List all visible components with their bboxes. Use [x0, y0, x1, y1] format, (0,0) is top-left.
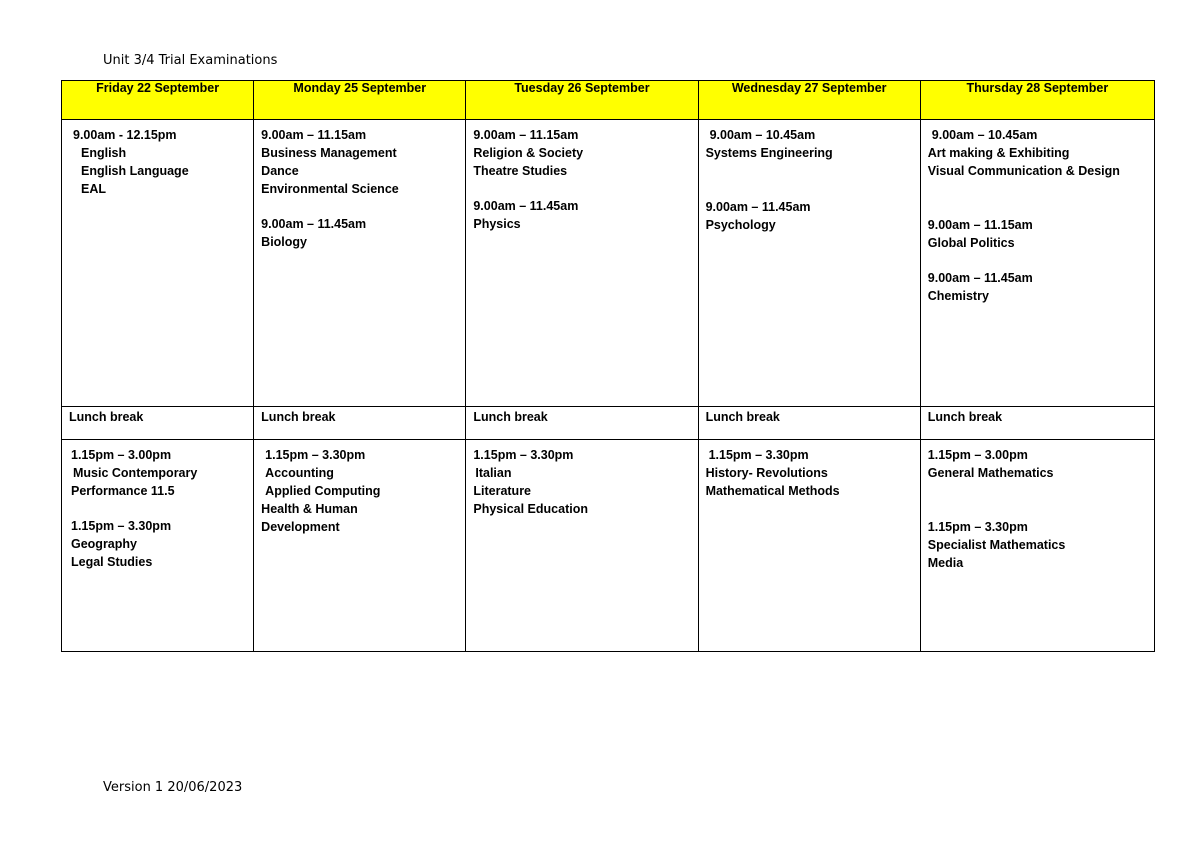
exam-subject: Psychology — [705, 218, 776, 232]
exam-time: 1.15pm – 3.30pm — [265, 448, 366, 462]
exam-subject: Global Politics — [927, 236, 1015, 250]
lunch-label: Lunch break — [261, 410, 336, 424]
lunch-cell-wednesday — [698, 407, 920, 440]
exam-subject: Environmental Science — [261, 182, 399, 196]
exam-subject: General Mathematics — [927, 466, 1054, 480]
document-title: Unit 3/4 Trial Examinations — [103, 53, 278, 68]
exam-subject: Theatre Studies — [473, 164, 568, 178]
exam-time: 1.15pm – 3.00pm — [71, 448, 172, 462]
exam-subject: Applied Computing — [265, 484, 381, 498]
morning-cell-tuesday — [466, 120, 698, 407]
lunch-label: Lunch break — [705, 410, 780, 424]
exam-subject: Performance 11.5 — [71, 484, 175, 498]
exam-time: 9.00am - 12.15pm — [73, 128, 177, 142]
exam-subject: Development — [261, 520, 340, 534]
exam-subject: Health & Human — [261, 502, 358, 516]
day-header-row — [62, 81, 1155, 120]
morning-cell-wednesday — [698, 120, 920, 407]
lunch-label: Lunch break — [69, 410, 144, 424]
exam-time: 1.15pm – 3.00pm — [927, 448, 1028, 462]
lunch-row — [62, 407, 1155, 440]
morning-cell-thursday — [920, 120, 1154, 407]
exam-subject: Media — [927, 556, 964, 570]
day-header-wednesday: Wednesday 27 September — [698, 81, 920, 120]
exam-time: 1.15pm – 3.30pm — [71, 519, 172, 533]
exam-time: 9.00am – 11.45am — [261, 217, 367, 231]
exam-subject: English — [81, 146, 127, 160]
exam-time: 9.00am – 11.45am — [473, 199, 579, 213]
exam-subject: Visual Communication & Design — [927, 164, 1120, 178]
morning-cell-friday — [62, 120, 254, 407]
exam-subject: Legal Studies — [71, 555, 153, 569]
morning-cell-monday — [254, 120, 466, 407]
exam-subject: Italian — [475, 466, 512, 480]
exam-subject: Chemistry — [927, 289, 989, 303]
exam-subject: Biology — [261, 235, 308, 249]
exam-subject: History- Revolutions — [705, 466, 828, 480]
exam-schedule-table — [61, 80, 1155, 652]
exam-time: 1.15pm – 3.30pm — [708, 448, 809, 462]
exam-time: 9.00am – 11.15am — [473, 128, 579, 142]
exam-time: 9.00am – 11.15am — [927, 218, 1033, 232]
exam-subject: Mathematical Methods — [705, 484, 840, 498]
exam-time: 1.15pm – 3.30pm — [473, 448, 574, 462]
day-header-monday: Monday 25 September — [254, 81, 466, 120]
exam-subject: Art making & Exhibiting — [927, 146, 1070, 160]
lunch-cell-thursday — [920, 407, 1154, 440]
exam-subject: Music Contemporary — [73, 466, 198, 480]
exam-subject: Literature — [473, 484, 532, 498]
lunch-label: Lunch break — [473, 410, 548, 424]
day-header-thursday: Thursday 28 September — [920, 81, 1154, 120]
afternoon-cell-friday — [62, 440, 254, 652]
exam-time: 9.00am – 11.15am — [261, 128, 367, 142]
exam-subject: Religion & Society — [473, 146, 584, 160]
exam-subject: Geography — [71, 537, 137, 551]
exam-time: 9.00am – 11.45am — [705, 200, 811, 214]
lunch-cell-friday — [62, 407, 254, 440]
day-header-tuesday: Tuesday 26 September — [466, 81, 698, 120]
afternoon-cell-wednesday — [698, 440, 920, 652]
exam-time: 1.15pm – 3.30pm — [927, 520, 1028, 534]
exam-subject: Business Management — [261, 146, 397, 160]
exam-time: 9.00am – 11.45am — [927, 271, 1033, 285]
lunch-cell-monday — [254, 407, 466, 440]
exam-time: 9.00am – 10.45am — [709, 128, 816, 142]
exam-subject: Dance — [261, 164, 299, 178]
day-header-friday: Friday 22 September — [62, 81, 254, 120]
exam-subject: EAL — [81, 182, 106, 196]
exam-subject: Specialist Mathematics — [927, 538, 1066, 552]
lunch-label: Lunch break — [927, 410, 1003, 424]
exam-subject: Physical Education — [473, 502, 588, 516]
exam-subject: Systems Engineering — [705, 146, 833, 160]
afternoon-cell-thursday — [920, 440, 1154, 652]
morning-row — [62, 120, 1155, 407]
exam-subject: Physics — [473, 217, 521, 231]
afternoon-cell-monday — [254, 440, 466, 652]
afternoon-cell-tuesday — [466, 440, 698, 652]
lunch-cell-tuesday — [466, 407, 698, 440]
exam-subject: Accounting — [265, 466, 334, 480]
afternoon-row — [62, 440, 1155, 652]
exam-subject: English Language — [81, 164, 189, 178]
document-version: Version 1 20/06/2023 — [103, 780, 243, 795]
exam-time: 9.00am – 10.45am — [931, 128, 1038, 142]
